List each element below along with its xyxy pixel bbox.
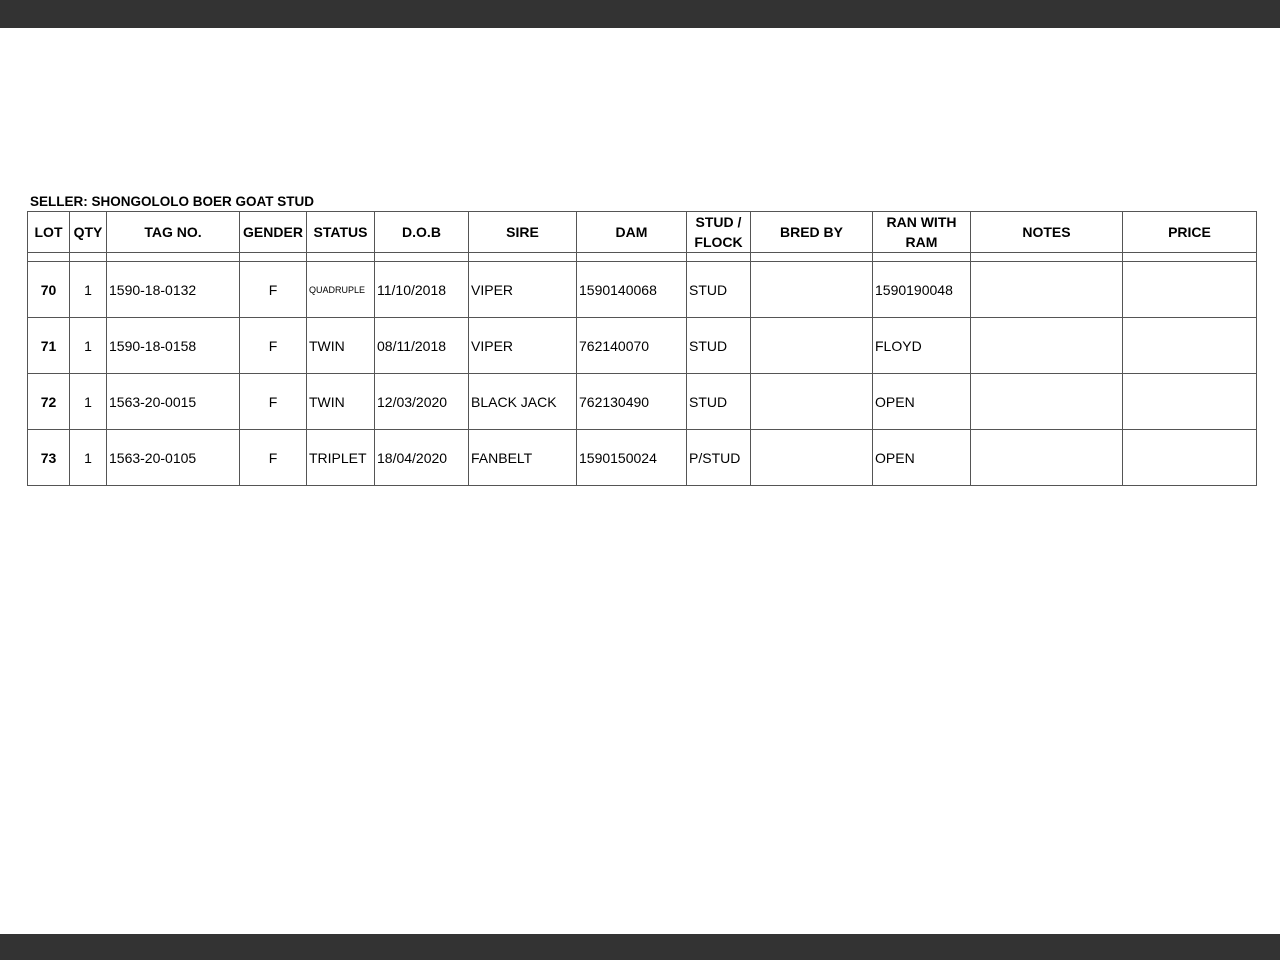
tag-cell: 1590-18-0158 xyxy=(107,318,240,374)
stud-flock-cell: STUD xyxy=(687,318,751,374)
sire-cell: FANBELT xyxy=(469,430,577,486)
notes-cell xyxy=(971,318,1123,374)
bred-by-cell xyxy=(751,374,873,430)
col-qty-header: QTY xyxy=(70,212,107,253)
col-ran-with-ram-header: RAN WITH RAM xyxy=(873,212,971,253)
stud-flock-cell: STUD xyxy=(687,374,751,430)
bred-by-cell xyxy=(751,262,873,318)
notes-cell xyxy=(971,262,1123,318)
sire-cell: BLACK JACK xyxy=(469,374,577,430)
gender-cell: F xyxy=(240,262,307,318)
dam-cell: 762130490 xyxy=(577,374,687,430)
gender-cell: F xyxy=(240,374,307,430)
status-cell: TRIPLET xyxy=(307,430,375,486)
notes-cell xyxy=(971,374,1123,430)
header-row xyxy=(28,212,1257,253)
col-lot-header: LOT xyxy=(28,212,70,253)
col-tag-header: TAG NO. xyxy=(107,212,240,253)
table-row xyxy=(28,374,1257,430)
col-dam-header: DAM xyxy=(577,212,687,253)
ran-with-ram-cell: 1590190048 xyxy=(873,262,971,318)
qty-cell: 1 xyxy=(70,430,107,486)
price-cell xyxy=(1123,374,1257,430)
bred-by-cell xyxy=(751,430,873,486)
stud-flock-cell: STUD xyxy=(687,262,751,318)
ran-with-ram-cell: FLOYD xyxy=(873,318,971,374)
price-cell xyxy=(1123,262,1257,318)
col-stud-flock-header: STUD / FLOCK xyxy=(687,212,751,253)
gender-cell: F xyxy=(240,318,307,374)
dob-cell: 08/11/2018 xyxy=(375,318,469,374)
top-bar xyxy=(0,0,1280,28)
seller-label: SELLER: SHONGOLOLO BOER GOAT STUD xyxy=(30,194,315,209)
table-row xyxy=(28,262,1257,318)
notes-cell xyxy=(971,430,1123,486)
sire-cell: VIPER xyxy=(469,318,577,374)
qty-cell: 1 xyxy=(70,374,107,430)
dam-cell: 1590140068 xyxy=(577,262,687,318)
lot-cell: 72 xyxy=(28,374,70,430)
col-notes-header: NOTES xyxy=(971,212,1123,253)
dam-cell: 1590150024 xyxy=(577,430,687,486)
status-cell: QUADRUPLE xyxy=(307,262,375,318)
price-cell xyxy=(1123,318,1257,374)
stud-flock-cell: P/STUD xyxy=(687,430,751,486)
tag-cell: 1563-20-0015 xyxy=(107,374,240,430)
col-sire-header: SIRE xyxy=(469,212,577,253)
col-bred-by-header: BRED BY xyxy=(751,212,873,253)
qty-cell: 1 xyxy=(70,262,107,318)
bottom-bar xyxy=(0,934,1280,960)
bred-by-cell xyxy=(751,318,873,374)
status-cell: TWIN xyxy=(307,374,375,430)
lot-cell: 71 xyxy=(28,318,70,374)
table-row xyxy=(28,430,1257,486)
dob-cell: 11/10/2018 xyxy=(375,262,469,318)
tag-cell: 1563-20-0105 xyxy=(107,430,240,486)
dob-cell: 12/03/2020 xyxy=(375,374,469,430)
auction-sheet xyxy=(27,192,1256,486)
lot-table xyxy=(27,211,1257,486)
lot-cell: 73 xyxy=(28,430,70,486)
dam-cell: 762140070 xyxy=(577,318,687,374)
spacer-row xyxy=(28,253,1257,262)
tag-cell: 1590-18-0132 xyxy=(107,262,240,318)
col-price-header: PRICE xyxy=(1123,212,1257,253)
status-cell: TWIN xyxy=(307,318,375,374)
price-cell xyxy=(1123,430,1257,486)
ran-with-ram-cell: OPEN xyxy=(873,430,971,486)
lot-cell: 70 xyxy=(28,262,70,318)
col-gender-header: GENDER xyxy=(240,212,307,253)
dob-cell: 18/04/2020 xyxy=(375,430,469,486)
qty-cell: 1 xyxy=(70,318,107,374)
col-dob-header: D.O.B xyxy=(375,212,469,253)
ran-with-ram-cell: OPEN xyxy=(873,374,971,430)
table-row xyxy=(28,318,1257,374)
gender-cell: F xyxy=(240,430,307,486)
col-status-header: STATUS xyxy=(307,212,375,253)
sire-cell: VIPER xyxy=(469,262,577,318)
